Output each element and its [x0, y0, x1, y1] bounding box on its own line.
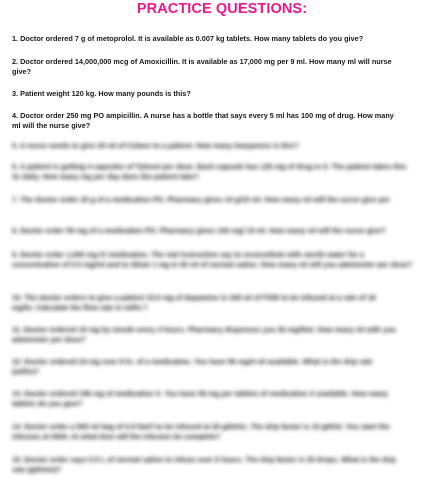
blurred-question-9-line-2: concentration of 0.5 mg/ml and to dilute 1 mg in 50 ml of normal saline. How many ml will you administer per dose? — [12, 260, 413, 269]
question-2-line-2: give? — [12, 67, 32, 76]
blurred-question-13 — [12, 389, 432, 409]
blurred-question-11-line-2: administer per dose? — [12, 335, 86, 344]
blurred-question-12-line-2: (ml/hr)? — [12, 367, 40, 376]
blurred-question-10 — [12, 293, 432, 313]
blurred-question-5-line-1: 5. A nurse needs to give 30 ml of Colace to a patient. How many teaspoons is this? — [12, 141, 299, 150]
blurred-question-7 — [12, 195, 432, 205]
blurred-question-8-line-1: 8. Doctor order 50 mg of a medication PO. Pharmacy gives 100 mg/ 15 ml. How many ml will the nurse give? — [12, 226, 386, 235]
question-2-line-1: 2. Doctor ordered 14,000,000 mcg of Amoxicillin. It is available as 17,000 mg per 9 ml. How many ml will nurse — [12, 57, 392, 66]
blurred-question-12-line-1: 12. Doctor ordered 24 mg over 8 hr. of a medication. You have 96 mg/4 ml available. What is the drip rate — [12, 357, 373, 366]
blurred-question-14-line-2: infusion at 0500. At what time will the infusion be complete? — [12, 432, 221, 441]
page-title: PRACTICE QUESTIONS: — [136, 1, 308, 17]
blurred-question-10-line-1: 10. The doctor orders to give a patient 15.6 mg of dopamine in 345 ml of FSW to be infused at a rate of 18 — [12, 293, 376, 302]
question-4 — [12, 111, 432, 131]
blurred-question-11 — [12, 325, 432, 345]
blurred-question-13-line-1: 13. Doctor ordered 196 mg of medication X. You have 56 mg per tablets of medication X available. How many — [12, 389, 389, 398]
question-1 — [12, 34, 432, 44]
blurred-question-15 — [12, 455, 432, 475]
blurred-question-10-line-2: mg/hr. Calculate the flow rate in ml/hr.? — [12, 303, 148, 312]
blurred-question-5 — [12, 141, 432, 151]
blurred-question-12 — [12, 357, 432, 377]
blurred-question-6-line-2: 3x daily. How many mg per day does the patient take? — [12, 172, 199, 181]
question-1-line-1: 1. Doctor ordered 7 g of metoprolol. It is available as 0.007 kg tablets. How many tablets do you give? — [12, 34, 364, 43]
question-4-line-1: 4. Doctor order 250 mg PO ampicillin. A nurse has a bottle that says every 5 ml has 100 mg of drug. How many — [12, 111, 394, 120]
blurred-question-6-line-1: 6. A patient is getting 4 capsules of Tylenol per dose. Each capsule has 125 mg of drug in it. The patient takes this — [12, 162, 407, 171]
blurred-question-15-line-2: rate (gtt/min)? — [12, 465, 62, 474]
blurred-question-7-line-1: 7. The doctor order 20 g of a medication PO. Pharmacy gives 10 g/15 ml. How many ml will the nurse give per — [12, 195, 390, 204]
question-4-line-2: ml will the nurse give? — [12, 121, 91, 130]
blurred-question-9-line-1: 9. Doctor order 1,000 mg IV medication. The vial instruction say to reconstitute with sterile water for a — [12, 250, 364, 259]
blurred-question-14-line-1: 14. Doctor order a 500 ml bag of 0.9 NaCl to be infused at 20 gtt/min. The drip factor is 10 gtt/ml. You start the — [12, 422, 390, 431]
blurred-question-11-line-1: 11. Doctor ordered 15 mg by mouth every 4 hours. Pharmacy dispenses you 30 mg/5ml. How many ml with you — [12, 325, 397, 334]
question-3-line-1: 3. Patient weight 120 kg. How many pounds is this? — [12, 89, 191, 98]
blurred-question-9 — [12, 250, 432, 270]
blurred-question-13-line-2: tablets do you give? — [12, 399, 83, 408]
question-3 — [12, 89, 432, 99]
question-2 — [12, 57, 432, 77]
blurred-question-15-line-1: 15. Doctor order says 0.5 L of normal saline to infuse over 6 hours. The drip factor is 30 drops. What is the drip — [12, 455, 396, 464]
blurred-question-6 — [12, 162, 432, 182]
blurred-question-14 — [12, 422, 432, 442]
blurred-question-8 — [12, 226, 432, 236]
